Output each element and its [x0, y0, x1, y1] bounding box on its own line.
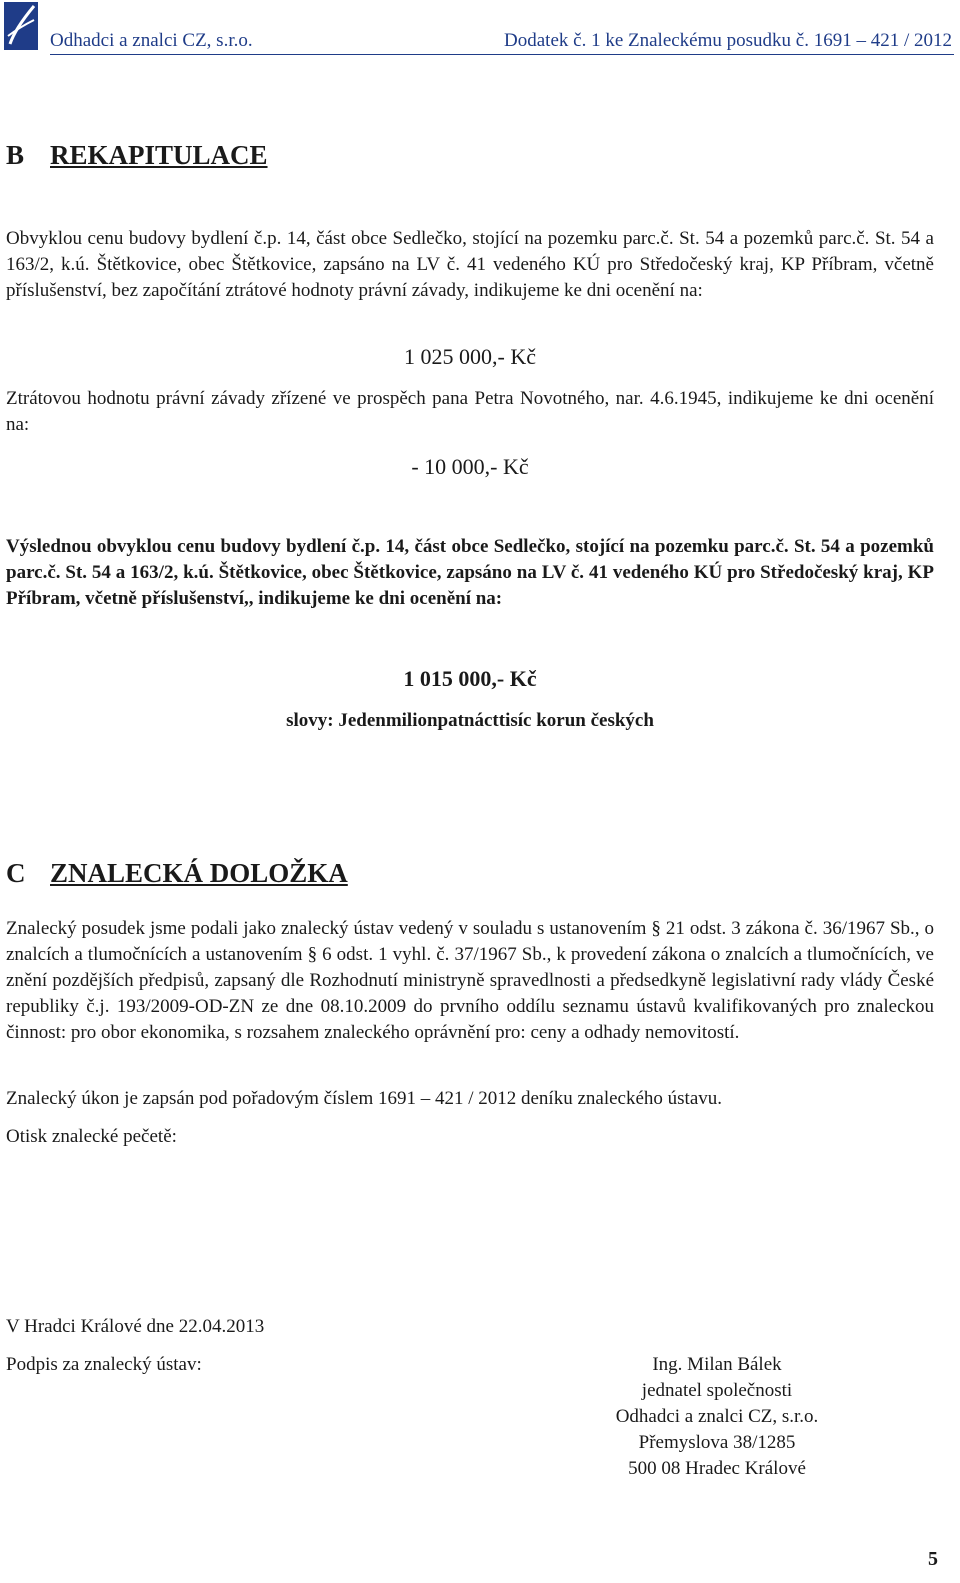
section-c-title: ZNALECKÁ DOLOŽKA [50, 858, 348, 888]
final-amount: 1 015 000,- Kč [403, 666, 537, 691]
defect-amount: - 10 000,- Kč [411, 454, 529, 479]
place-date: V Hradci Králové dne 22.04.2013 [6, 1316, 265, 1337]
section-c-paragraph-1: Znalecký posudek jsme podali jako znalecký ústav vedený v souladu s ustanovením § 21 odst. 3 zákona č. 36/1967 Sb., o znalcích a tlumočnících a ustanovením § 6 odst. 1 vyhl. č. 37/1967 Sb., k provedení zákona o znalcích a tlumočnících, ve znění pozdějších předpisů, zapsaný dle Rozhodnutí ministryně spravedlnosti a předsedkyně legislativní rady vlády České republiky č.j. 193/2009-OD-ZN ze dne 08.10.2009 do prvního oddílu seznamu ústavů kvalifikovaných pro znaleckou činnost: pro obor ekonomika, s rozsahem znaleckého oprávnění pro: ceny a odhady nemovitostí. [6, 918, 934, 1043]
section-c-paragraph-2: Znalecký úkon je zapsán pod pořadovým číslem 1691 – 421 / 2012 deníku znaleckého ústavu. [6, 1088, 723, 1109]
header-company: Odhadci a znalci CZ, s.r.o. [50, 30, 253, 51]
signatory-street: Přemyslova 38/1285 [638, 1432, 796, 1453]
signatory-block [572, 1352, 862, 1482]
page-number: 5 [928, 1548, 938, 1570]
signatory-role: jednatel společnosti [641, 1380, 793, 1401]
header-divider [50, 54, 954, 55]
section-c-heading [6, 858, 348, 889]
signature-label: Podpis za znalecký ústav: [6, 1354, 202, 1375]
amount-without-defect: 1 025 000,- Kč [404, 344, 536, 369]
section-b-heading [6, 140, 268, 171]
header-doc-ref: Dodatek č. 1 ke Znaleckému posudku č. 1691 – 421 / 2012 [504, 30, 952, 51]
seal-label: Otisk znalecké pečetě: [6, 1126, 177, 1147]
section-c-letter: C [6, 858, 26, 888]
section-b-paragraph-1: Obvyklou cenu budovy bydlení č.p. 14, část obce Sedlečko, stojící na pozemku parc.č. St. 54 a pozemků parc.č. St. 54 a 163/2, k.ú. Štětkovice, obec Štětkovice, zapsáno na LV č. 41 vedeného KÚ pro Středočeský kraj, KP Příbram, včetně příslušenství, bez započítání ztrátové hodnoty právní závady, indikujeme ke dni ocenění na: [6, 228, 934, 301]
section-b-paragraph-2: Ztrátovou hodnotu právní závady zřízené ve prospěch pana Petra Novotného, nar. 4.6.1945, indikujeme ke dni ocenění na: [6, 388, 934, 435]
company-logo-icon [4, 2, 38, 50]
signatory-city: 500 08 Hradec Králové [628, 1458, 806, 1479]
amount-in-words: slovy: Jedenmilionpatnácttisíc korun českých [286, 710, 654, 731]
signatory-name: Ing. Milan Bálek [652, 1354, 782, 1375]
section-b-letter: B [6, 140, 25, 170]
page-header [0, 0, 960, 60]
section-b-paragraph-3: Výslednou obvyklou cenu budovy bydlení č.p. 14, část obce Sedlečko, stojící na pozemku parc.č. St. 54 a pozemků parc.č. St. 54 a 163/2, k.ú. Štětkovice, obec Štětkovice, zapsáno na LV č. 41 vedeného KÚ pro Středočeský kraj, KP Příbram, včetně příslušenství,, indikujeme ke dni ocenění na: [6, 536, 934, 609]
section-b-title: REKAPITULACE [50, 140, 268, 170]
signatory-company: Odhadci a znalci CZ, s.r.o. [615, 1406, 819, 1427]
